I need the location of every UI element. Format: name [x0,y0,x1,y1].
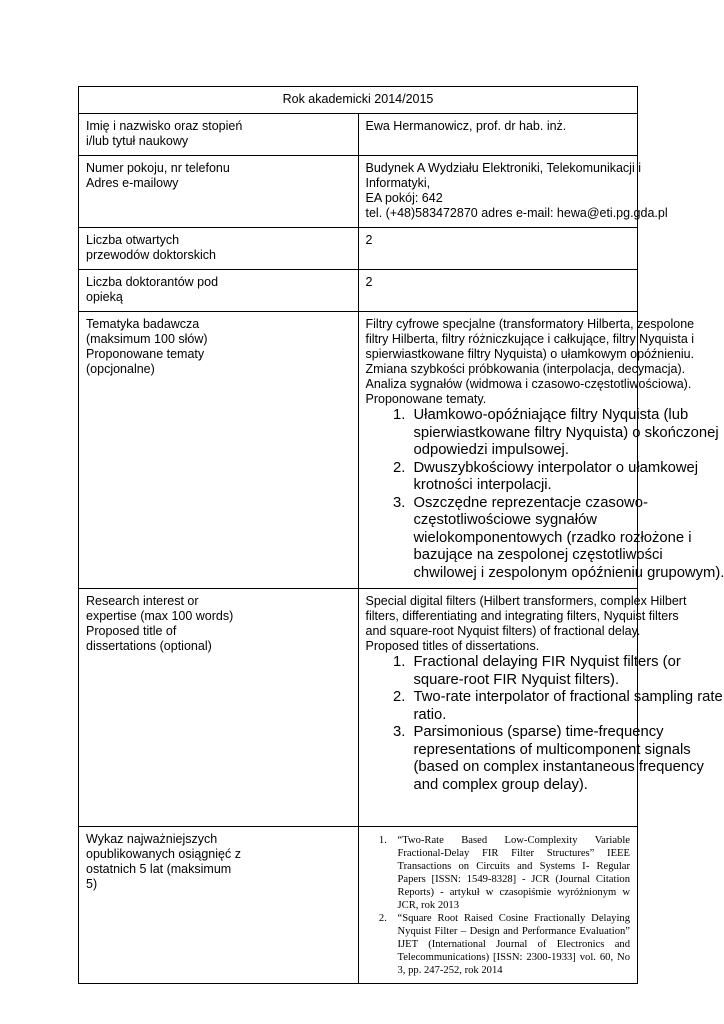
list-item-line: 2. Two-rate interpolator of fractional sampling rate [413,689,723,705]
label-line: Wykaz najważniejszych [86,832,218,846]
intro-line: filters, differentiating and integrating filters, Nyquist filters [365,609,679,623]
row-contact [79,156,638,228]
value-topics-pl [358,312,724,589]
label-topics-en [79,589,359,827]
publication-item: 2. “Square Root Raised Cosine Fractionally Delaying Nyquist Filter – Design and Performance Evaluation” IJET (International Journal of Electronics and Telecommunications) [ISSN: 2300-1933] vol. 60, No 3, pp. 247-252, rok 2014 [390,912,631,977]
contact-line: tel. (+48)583472870 adres e-mail: hewa@eti.pg.gda.pl [365,206,668,220]
doctoral-supervisor-form [78,86,724,984]
publication-item: 1. “Two-Rate Based Low-Complexity Variable Fractional-Delay FIR Filter Structures” IEEE Transactions on Circuits and Systems I- Regular Papers [ISSN: 1549-8328] - JCR (Journal Citation Reports) - artykuł w czasopiśmie wyróżnionym w JCR, rok 2013 [390,834,631,912]
intro-line: Proponowane tematy. [365,392,487,406]
intro-line: filtry Hilberta, filtry różniczkujące i całkujące, filtry Nyquista i [365,332,695,346]
list-item-line: square-root FIR Nyquist filters). [413,671,620,688]
list-item-line: chwilowej i zespolonym opóźnieniu grupowym). [413,564,724,581]
label-name [79,114,359,156]
academic-year-header: Rok akademicki 2014/2015 [79,87,638,114]
list-item-line: bazujące na zespolonej częstotliwości [413,547,663,563]
label-line: (maksimum 100 słów) [86,332,208,346]
header-row [79,87,638,114]
list-item-line: krotności interpolacji. [413,477,552,493]
label-line: Liczba otwartych [86,233,180,247]
value-contact [358,156,668,228]
row-topics-pl [79,312,638,589]
list-item [410,654,681,689]
label-line: i/lub tytuł naukowy [86,134,189,148]
list-item-line: 3. Parsimonious (sparse) time-frequency [413,724,664,740]
label-publications [79,827,359,984]
label-line: Proposed title of [86,624,177,638]
list-item [410,459,699,495]
intro-line: Proposed titles of dissertations. [365,639,540,653]
row-topics-en [79,589,638,827]
row-name [79,114,638,156]
label-topics-pl [79,312,359,589]
label-line: 5) [86,877,98,891]
list-item-line: 1. Fractional delaying FIR Nyquist filters (or [413,654,681,670]
value-name: Ewa Hermanowicz, prof. dr hab. inż. [358,114,638,156]
label-contact [79,156,359,228]
label-line: opublikowanych osiągnięć z [86,847,241,861]
label-line: Proponowane tematy [86,347,205,361]
list-item-line: representations of multicomponent signals [413,741,691,758]
list-item-line: odpowiedzi impulsowej. [413,442,569,458]
row-publications [79,827,638,984]
label-line: Research interest or [86,594,199,608]
intro-line: and square-root Nyquist filters) of fractional delay. [365,624,641,638]
list-item-line: 3. Oszczędne reprezentacje czasowo- [413,494,648,511]
label-line: Liczba doktorantów pod [86,275,219,289]
row-students [79,270,638,312]
intro-line: Analiza sygnałów (widmowa i czasowo-częstotliwościowa). [365,377,692,391]
value-open-doctorates: 2 [358,228,638,270]
row-open-doctorates [79,228,638,270]
list-item [410,724,704,794]
list-item-line: ratio. [413,706,447,723]
label-line: Imię i nazwisko oraz stopień [86,119,243,133]
label-line: przewodów doktorskich [86,248,216,262]
list-item [410,494,724,583]
label-line: ostatnich 5 lat (maksimum [86,862,232,876]
label-line: (opcjonalne) [86,362,155,376]
value-students: 2 [358,270,638,312]
list-item-line: 1. Ułamkowo-opóźniające filtry Nyquista (lub [413,407,689,423]
intro-line: Zmiana szybkości próbkowania (interpolacja, decymacja). [365,362,686,376]
label-line: Numer pokoju, nr telefonu [86,161,230,175]
intro-line: Special digital filters (Hilbert transformers, complex Hilbert [365,594,687,608]
label-students [79,270,359,312]
contact-line: EA pokój: 642 [365,191,443,205]
value-topics-en [358,589,723,827]
intro-line: Filtry cyfrowe specjalne (transformatory Hilberta, zespolone [365,317,695,331]
list-item-line: wielokomponentowych (rzadko rozłożone i [413,529,692,546]
label-line: Adres e-mailowy [86,176,179,190]
list-item [410,407,719,460]
list-item [410,689,723,724]
contact-line: Budynek A Wydziału Elektroniki, Telekomunikacji i [365,161,641,175]
label-line: expertise (max 100 words) [86,609,234,623]
proposed-topics-list-en [366,654,723,794]
list-item-line: (based on complex instantaneous frequency [413,759,704,775]
value-publications [358,827,638,984]
label-line: Tematyka badawcza [86,317,200,331]
list-item-line: 2. Dwuszybkościowy interpolator o ułamkowej [413,459,699,476]
contact-line: Informatyki, [365,176,431,190]
publications-list [366,834,631,977]
proposed-topics-list-pl [366,407,724,582]
list-item-line: częstotliwościowe sygnałów [413,512,597,528]
label-line: opieką [86,290,123,304]
intro-line: spierwiastkowane filtry Nyquista) o ułamkowym opóźnieniu. [365,347,695,361]
label-open-doctorates [79,228,359,270]
label-line: dissertations (optional) [86,639,212,653]
list-item-line: and complex group delay). [413,776,588,793]
list-item-line: spierwiastkowane filtry Nyquista) o skończonej [413,424,719,441]
